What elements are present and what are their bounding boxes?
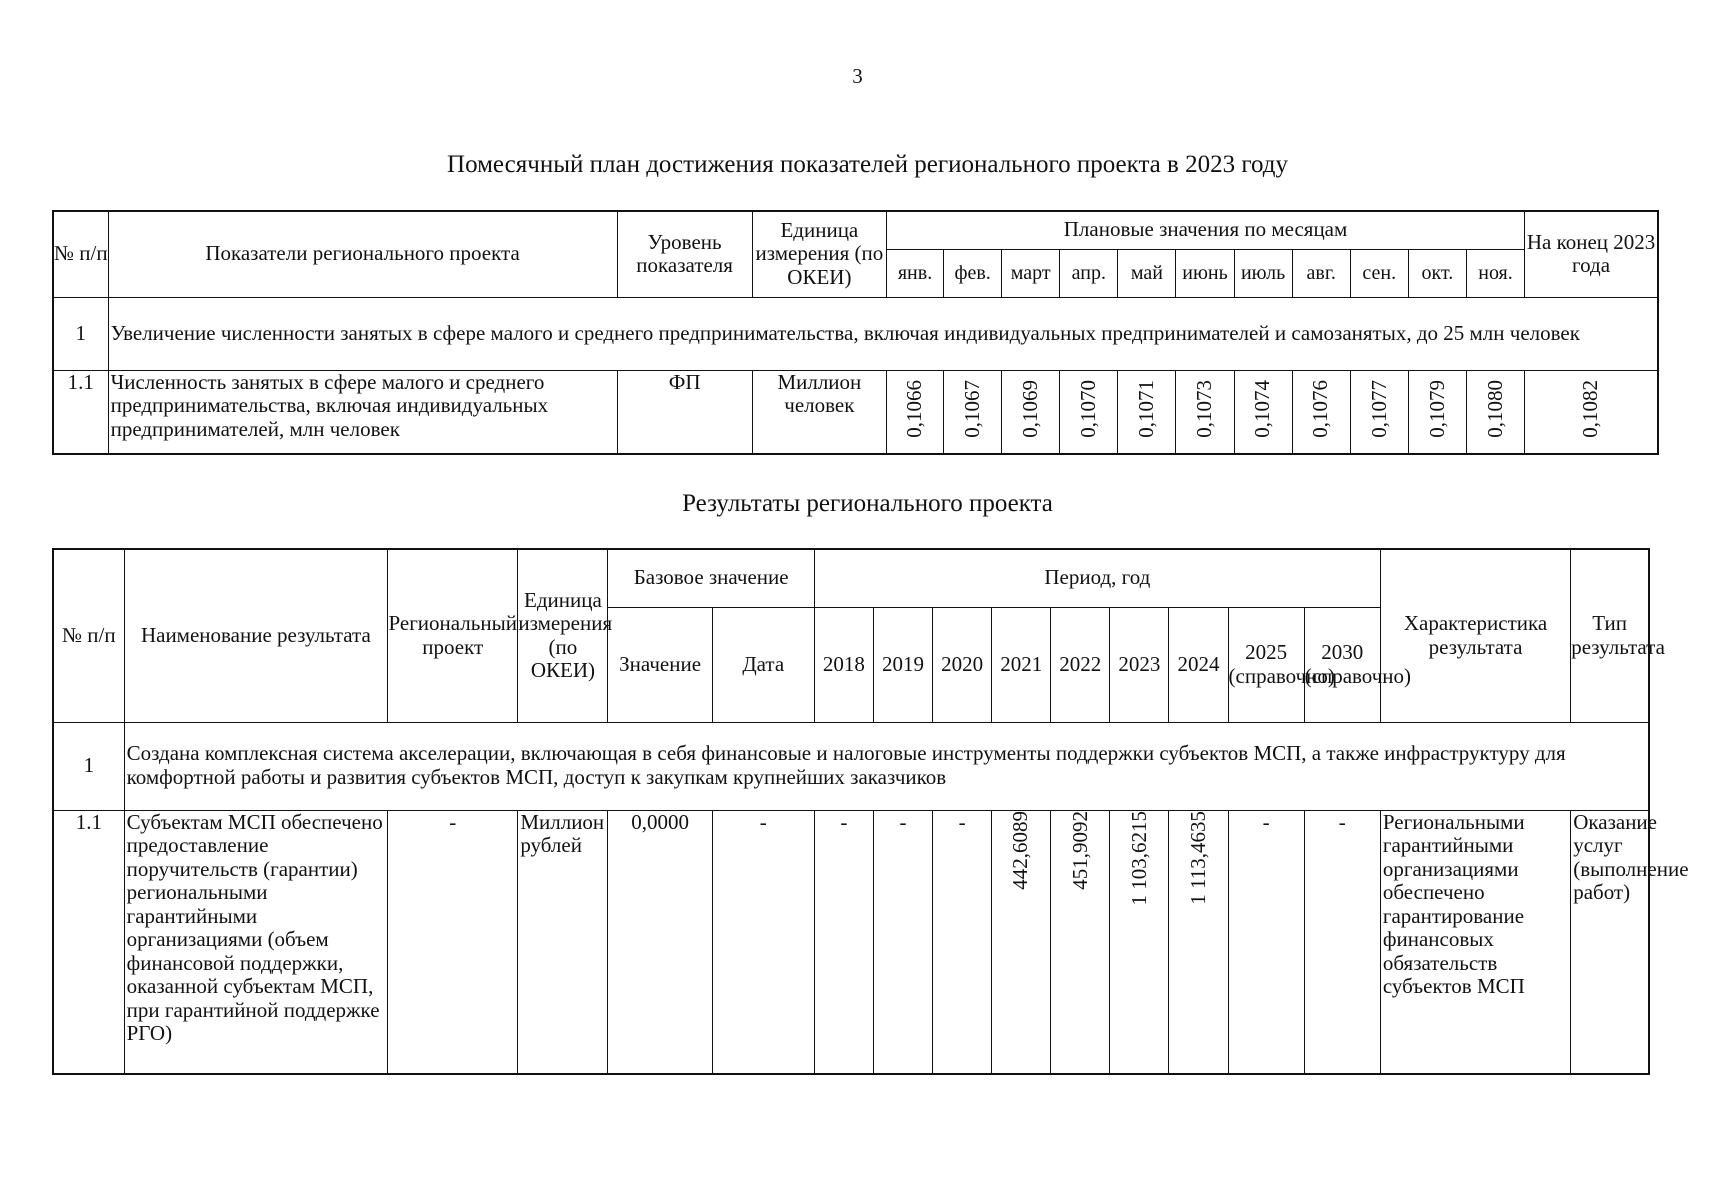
year-value: 1 103,6215	[1126, 810, 1151, 905]
header-name: Наименование результата	[124, 549, 387, 722]
year-value: -	[1304, 810, 1380, 1074]
indicator-unit: Миллион человек	[752, 370, 886, 454]
month-value: 0,1069	[1017, 380, 1042, 438]
year-value: -	[1228, 810, 1304, 1074]
month-value: 0,1080	[1482, 380, 1507, 438]
result-base-date: -	[712, 810, 814, 1074]
header-end-of-year: На конец 2023 года	[1525, 211, 1658, 297]
header-regional-project: Региональный проект	[388, 549, 518, 722]
result-name: Субъектам МСП обеспечено предоставление поручительств (гарантии) региональными гарантийными организациями (объем финансовой поддержки, оказанной субъектам МСП, при гарантийной поддержке РГО)	[124, 810, 387, 1074]
year-header: 2018	[814, 607, 873, 722]
results-table	[52, 548, 1689, 1075]
month-header: окт.	[1408, 249, 1466, 297]
month-header: июль	[1234, 249, 1292, 297]
section-row	[53, 722, 1649, 810]
year-value: -	[933, 810, 992, 1074]
year-value: -	[814, 810, 873, 1074]
month-header: авг.	[1292, 249, 1350, 297]
monthly-plan-title: Помесячный план достижения показателей регионального проекта в 2023 году	[447, 151, 1288, 178]
month-header: фев.	[944, 249, 1002, 297]
result-type: Оказание услуг (выполнение работ)	[1571, 810, 1649, 1074]
year-value: 1 113,4635	[1185, 810, 1210, 905]
month-value: 0,1076	[1308, 380, 1333, 438]
header-planned: Плановые значения по месяцам	[886, 211, 1524, 249]
month-header: июнь	[1176, 249, 1234, 297]
year-header: 2020	[933, 607, 992, 722]
page-number: 3	[852, 64, 863, 88]
month-value: 0,1077	[1366, 380, 1391, 438]
year-header: 2024	[1169, 607, 1228, 722]
section-row	[53, 297, 1658, 370]
year-header: 2023	[1110, 607, 1169, 722]
year-value: 442,6089	[1008, 810, 1033, 890]
header-row	[53, 549, 1649, 607]
month-value: 0,1071	[1134, 380, 1159, 438]
indicator-level: ФП	[617, 370, 752, 454]
end-of-year-value: 0,1082	[1578, 380, 1603, 438]
indicator-name: Численность занятых в сфере малого и среднего предпринимательства, включая индивидуальных предпринимателей, млн человек	[108, 370, 617, 454]
month-value: 0,1070	[1076, 380, 1101, 438]
month-header: март	[1002, 249, 1060, 297]
header-num: № п/п	[53, 549, 124, 722]
header-value: Значение	[608, 607, 712, 722]
result-row	[53, 810, 1649, 1074]
results-title: Результаты регионального проекта	[682, 490, 1053, 517]
month-value: 0,1073	[1192, 380, 1217, 438]
header-unit: Единица измерения (по ОКЕИ)	[518, 549, 608, 722]
month-header: янв.	[886, 249, 943, 297]
indicator-row	[53, 370, 1658, 454]
header-num: № п/п	[53, 211, 108, 297]
monthly-plan-table	[52, 210, 1659, 455]
header-unit: Единица измерения (по ОКЕИ)	[752, 211, 886, 297]
header-indicators: Показатели регионального проекта	[108, 211, 617, 297]
month-header: апр.	[1060, 249, 1118, 297]
header-base-value: Базовое значение	[608, 549, 814, 607]
section-text: Увеличение численности занятых в сфере малого и среднего предпринимательства, включая индивидуальных предпринимателей и самозанятых, до 25 млн человек	[108, 297, 1658, 370]
header-level: Уровень показателя	[617, 211, 752, 297]
year-value: 451,9092	[1067, 810, 1092, 890]
year-header: 2021	[992, 607, 1051, 722]
section-text: Создана комплексная система акселерации, включающая в себя финансовые и налоговые инструменты поддержки субъектов МСП, а также инфраструктуру для комфортной работы и развития субъектов МСП, доступ к закупкам крупнейших заказчиков	[124, 722, 1649, 810]
result-regional-project: -	[388, 810, 518, 1074]
year-value: -	[873, 810, 932, 1074]
header-characteristic: Характеристика результата	[1380, 549, 1570, 722]
year-header: 2022	[1051, 607, 1110, 722]
month-value: 0,1067	[959, 380, 984, 438]
result-base-value: 0,0000	[608, 810, 712, 1074]
header-type: Тип результата	[1571, 549, 1649, 722]
month-header: май	[1118, 249, 1176, 297]
month-value: 0,1079	[1424, 380, 1449, 438]
row-num: 1.1	[53, 370, 108, 454]
header-period: Период, год	[814, 549, 1380, 607]
result-characteristic: Региональными гарантийными организациями обеспечено гарантирование финансовых обязательств субъектов МСП	[1380, 810, 1570, 1074]
result-unit: Миллион рублей	[518, 810, 608, 1074]
year-header: 2030 (справочно)	[1304, 607, 1380, 722]
section-num: 1	[53, 297, 108, 370]
month-header: сен.	[1350, 249, 1408, 297]
year-header: 2025 (справочно)	[1228, 607, 1304, 722]
header-row	[53, 211, 1658, 249]
header-date: Дата	[712, 607, 814, 722]
month-header: ноя.	[1466, 249, 1524, 297]
row-num: 1.1	[53, 810, 124, 1074]
section-num: 1	[53, 722, 124, 810]
month-value: 0,1074	[1250, 380, 1275, 438]
month-value: 0,1066	[902, 380, 927, 438]
year-header: 2019	[873, 607, 932, 722]
